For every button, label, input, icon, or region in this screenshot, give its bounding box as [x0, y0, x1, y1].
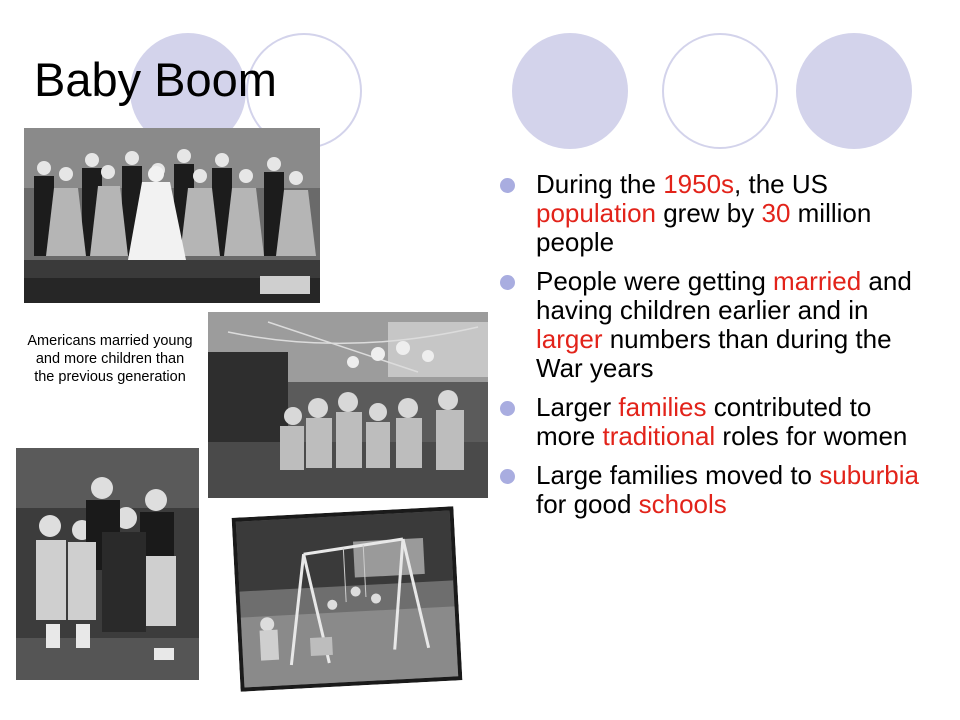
highlight-text: families [618, 392, 707, 422]
slide-title: Baby Boom [34, 53, 277, 106]
bullet-item-2 [500, 267, 920, 383]
bullet-text: million people [536, 198, 872, 257]
bullet-text: grew by [656, 198, 762, 228]
bullet-item-1 [500, 170, 920, 257]
bullet-item-4 [500, 461, 920, 519]
decor-circle-5 [796, 33, 912, 149]
family-group-photo [16, 448, 199, 680]
bullet-marker [500, 469, 515, 484]
highlight-text: 1950s [663, 169, 735, 199]
swing-set-photo [232, 506, 463, 691]
photo-caption: Americans married young and more children than the previous generation [27, 333, 193, 385]
bullet-text: People were getting [536, 266, 774, 296]
bullet-text: , the US [734, 169, 828, 199]
decor-circle-4 [662, 33, 778, 149]
bullet-text: numbers than during the War years [536, 324, 892, 383]
backyard-party-photo [208, 312, 488, 498]
highlight-text: population [536, 198, 656, 228]
bullet-text: and having children earlier and in [536, 266, 912, 325]
decor-circle-3 [512, 33, 628, 149]
highlight-text: suburbia [819, 460, 919, 490]
highlight-text: traditional [602, 421, 716, 451]
bullet-text: for good [536, 489, 639, 519]
bullet-text: During the [536, 169, 664, 199]
bullet-marker [500, 275, 515, 290]
wedding-party-photo [24, 128, 320, 303]
highlight-text: married [773, 266, 862, 296]
bullet-list [500, 170, 920, 529]
bullet-marker [500, 401, 515, 416]
highlight-text: larger [536, 324, 603, 354]
bullet-text: roles for women [715, 421, 908, 451]
bullet-text: Large families moved to [536, 460, 820, 490]
bullet-text: contributed to more [536, 392, 872, 451]
bullet-item-3 [500, 393, 920, 451]
highlight-text: schools [638, 489, 727, 519]
highlight-text: 30 [761, 198, 791, 228]
bullet-marker [500, 178, 515, 193]
bullet-text: Larger [536, 392, 619, 422]
